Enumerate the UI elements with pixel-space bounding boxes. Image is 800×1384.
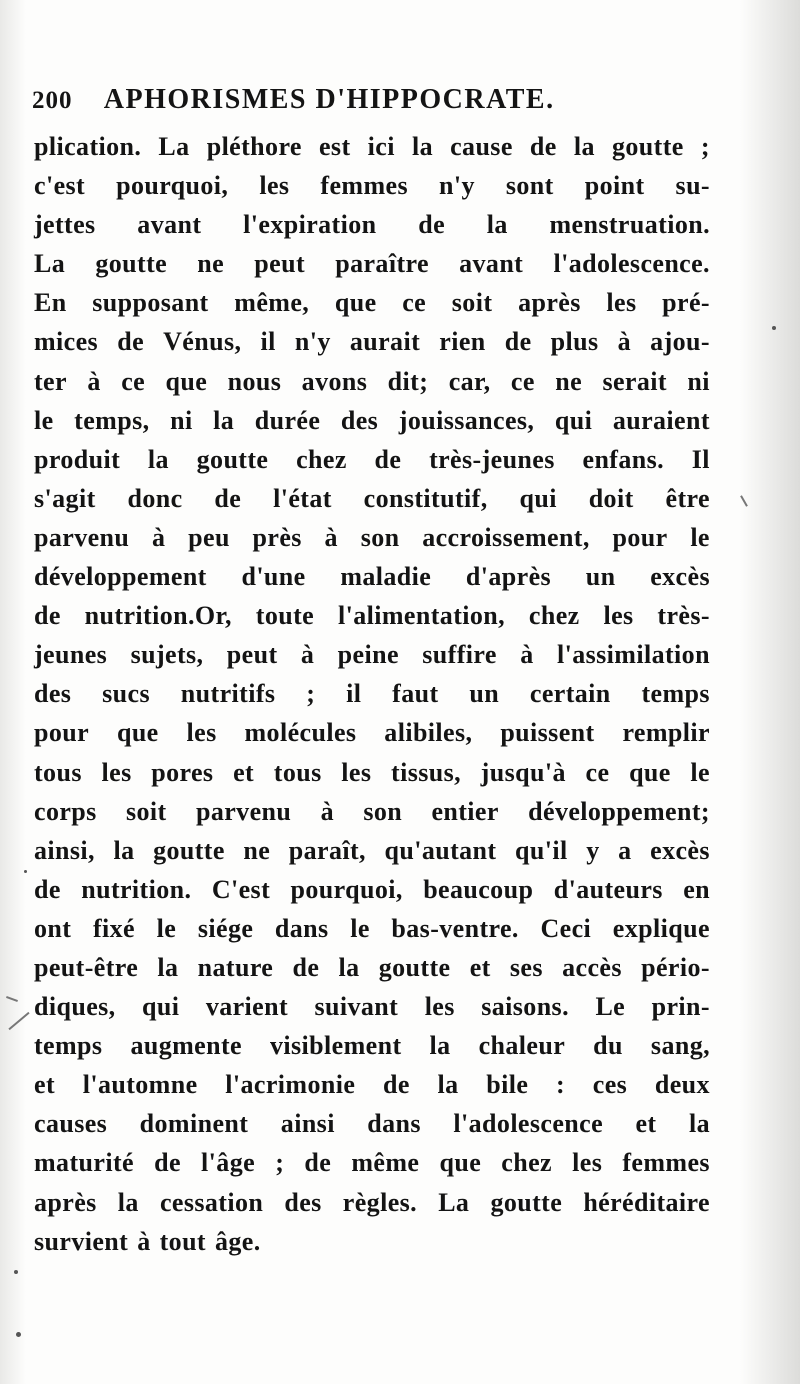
word: prin-: [651, 992, 710, 1022]
word: bile: [486, 1070, 529, 1100]
word: parvenu: [195, 796, 292, 826]
page-number: 200: [32, 87, 73, 114]
word: ainsi,: [34, 835, 95, 865]
word: que: [334, 288, 377, 318]
word: excès: [650, 835, 710, 865]
text-line: [34, 440, 710, 479]
word: que: [116, 718, 159, 748]
text-line: [34, 127, 710, 166]
margin-speck: [14, 1270, 18, 1274]
word: survient: [34, 1226, 129, 1256]
word: la: [338, 952, 360, 982]
word: donc: [127, 483, 183, 513]
word: même: [351, 1148, 420, 1178]
word: point: [584, 171, 645, 201]
word: soit: [451, 288, 493, 318]
word: ;: [275, 1148, 285, 1178]
word: que: [629, 757, 671, 787]
text-line: [34, 674, 710, 713]
word: mices: [34, 327, 99, 357]
word: ;: [700, 132, 710, 161]
word: les: [572, 1148, 603, 1178]
word: ce: [510, 366, 535, 396]
word: femmes: [622, 1148, 710, 1178]
word: le: [34, 405, 54, 435]
word: causes: [34, 1109, 108, 1139]
word: de: [34, 874, 61, 904]
word: d'auteurs: [553, 874, 663, 904]
word: peut-être: [34, 952, 139, 982]
text-line: [34, 557, 710, 596]
word: en: [683, 874, 710, 904]
word: avant: [459, 249, 524, 279]
word: sucs: [102, 679, 150, 709]
word: la: [688, 1109, 710, 1139]
word: il: [260, 327, 276, 357]
word: n'y: [439, 171, 475, 201]
word: deux: [654, 1070, 710, 1100]
margin-speck: [24, 870, 27, 873]
word: ne: [197, 249, 225, 279]
word: serait: [602, 366, 667, 396]
word: durée: [254, 405, 321, 435]
word: pourquoi,: [116, 171, 229, 201]
word: Ceci: [540, 913, 592, 943]
word: d'une: [241, 562, 306, 592]
word: qui: [142, 992, 180, 1022]
word: entier: [431, 796, 499, 826]
word: l'alimentation,: [337, 601, 506, 631]
word: maladie: [340, 562, 432, 592]
word: nature: [197, 952, 274, 982]
word: les: [101, 757, 132, 787]
word: augmente: [130, 1031, 242, 1061]
word: pores: [151, 757, 214, 787]
word: corps: [34, 796, 97, 826]
word: son: [360, 522, 400, 552]
word: tissus,: [391, 757, 462, 787]
word: chez: [501, 1148, 552, 1178]
word: ajou-: [650, 327, 710, 357]
word: héréditaire: [583, 1187, 710, 1217]
word: enfans.: [582, 444, 665, 474]
word: peut: [226, 640, 278, 670]
word: de: [304, 1148, 332, 1178]
word: fixé: [92, 913, 135, 943]
word: dit;: [387, 366, 429, 396]
word: La: [34, 249, 66, 279]
word: de: [382, 1070, 410, 1100]
word: la: [486, 210, 508, 240]
word: à: [324, 522, 338, 552]
word: beaucoup: [423, 874, 534, 904]
word: est: [318, 132, 351, 161]
text-line: [34, 1104, 710, 1143]
word: visiblement: [270, 1031, 402, 1061]
word: temps: [34, 1031, 103, 1061]
word: la: [429, 1031, 451, 1061]
word: la: [573, 132, 595, 161]
word: de: [117, 327, 145, 357]
word: faut: [392, 679, 439, 709]
text-line: [34, 635, 710, 674]
word: accès: [562, 952, 622, 982]
word: Il: [691, 444, 710, 474]
word: ;: [306, 679, 316, 709]
word: explique: [612, 913, 710, 943]
word: dans: [274, 913, 329, 943]
word: chez: [296, 444, 347, 474]
word: :: [556, 1070, 566, 1100]
word: les: [186, 718, 217, 748]
word: Vénus,: [163, 327, 242, 357]
word: son: [363, 796, 403, 826]
word: suivant: [314, 992, 399, 1022]
word: ni: [687, 366, 710, 396]
word: les: [424, 992, 455, 1022]
word: développement: [34, 562, 207, 592]
text-line: [34, 1183, 710, 1222]
word: jettes: [34, 210, 96, 240]
text-line: [34, 713, 710, 752]
word: La: [438, 1187, 470, 1217]
word: maturité: [34, 1148, 134, 1178]
word: remplir: [622, 718, 710, 748]
word: d'après: [465, 562, 552, 592]
word: de: [154, 1148, 181, 1178]
word: supposant: [92, 288, 209, 318]
text-line: [34, 322, 710, 361]
word: règles.: [342, 1187, 418, 1217]
word: car,: [448, 366, 491, 396]
word: après: [518, 288, 581, 318]
word: à: [137, 1226, 151, 1256]
word: qu'il: [515, 835, 568, 865]
text-line: [34, 596, 710, 635]
text-line: [34, 1143, 710, 1182]
word: goutte: [612, 132, 684, 161]
word: de: [418, 210, 446, 240]
word: C'est: [211, 874, 271, 904]
word: doit: [588, 483, 634, 513]
word: rien: [439, 327, 486, 357]
page-right-edge: [740, 0, 800, 1384]
word: et: [34, 1070, 55, 1100]
word: ici: [367, 132, 395, 161]
word: nutritifs: [180, 679, 276, 709]
word: qui: [554, 405, 593, 435]
text-line: [34, 870, 710, 909]
word: peine: [337, 640, 399, 670]
text-line: [34, 205, 710, 244]
word: de: [292, 952, 320, 982]
word: pério-: [641, 952, 710, 982]
word: dominent: [139, 1109, 249, 1139]
word: ce: [585, 757, 610, 787]
word: peu: [188, 522, 230, 552]
word: sont: [505, 171, 554, 201]
word: et: [233, 757, 255, 787]
text-line: [34, 792, 710, 831]
word: diques,: [34, 992, 116, 1022]
text-line: [34, 753, 710, 792]
page-header: [32, 84, 592, 124]
word: siége: [197, 913, 254, 943]
word: de: [504, 327, 532, 357]
word: nutrition.Or,: [84, 601, 232, 631]
word: chez: [528, 601, 580, 631]
word: ses: [509, 952, 543, 982]
word: goutte: [153, 835, 225, 865]
word: ont: [34, 913, 72, 943]
word: ces: [592, 1070, 628, 1100]
word: paraît,: [288, 835, 366, 865]
text-line: [34, 831, 710, 870]
word: sang,: [650, 1031, 710, 1061]
word: varient: [205, 992, 289, 1022]
word: l'acrimonie: [225, 1070, 356, 1100]
word: et: [469, 952, 491, 982]
word: dans: [367, 1109, 421, 1139]
text-line: [34, 479, 710, 518]
word: temps: [641, 679, 710, 709]
text-line: [34, 948, 710, 987]
margin-speck: [16, 1332, 21, 1337]
word: cessation: [159, 1187, 264, 1217]
word: très-: [657, 601, 710, 631]
word: pour: [612, 522, 668, 552]
word: la: [411, 132, 433, 161]
text-line: [34, 1065, 710, 1104]
word: le: [690, 522, 710, 552]
word: goutte: [196, 444, 269, 474]
word: nutrition.: [81, 874, 192, 904]
word: un: [469, 679, 500, 709]
text-line: [34, 518, 710, 557]
word: à: [87, 366, 101, 396]
word: le: [156, 913, 177, 943]
word: le: [350, 913, 370, 943]
word: très-jeunes: [429, 444, 555, 474]
word: l'assimilation: [556, 640, 710, 670]
word: après: [34, 1187, 97, 1217]
word: de: [374, 444, 402, 474]
word: menstruation.: [549, 210, 710, 240]
text-line: [34, 283, 710, 322]
word: avant: [137, 210, 202, 240]
word: sujets,: [130, 640, 204, 670]
word: à: [617, 327, 632, 357]
word: du: [593, 1031, 623, 1061]
word: toute: [255, 601, 315, 631]
text-line: [34, 987, 710, 1026]
text-line: [34, 909, 710, 948]
word: de: [34, 601, 61, 631]
word: puissent: [500, 718, 595, 748]
margin-speck: [772, 326, 776, 330]
word: l'expiration: [243, 210, 377, 240]
word: ne: [243, 835, 271, 865]
text-line: [34, 362, 710, 401]
word: des: [34, 679, 72, 709]
word: à: [152, 522, 166, 552]
word: ne: [555, 366, 583, 396]
word: de: [529, 132, 557, 161]
word: jeunes: [34, 640, 108, 670]
word: à: [320, 796, 334, 826]
word: goutte: [378, 952, 451, 982]
word: la: [213, 405, 235, 435]
word: que: [439, 1148, 482, 1178]
word: jusqu'à: [480, 757, 566, 787]
word: constitutif,: [363, 483, 488, 513]
word: ce: [121, 366, 146, 396]
word: être: [665, 483, 710, 513]
word: su-: [675, 171, 710, 201]
running-title: APHORISMES D'HIPPOCRATE.: [103, 84, 555, 115]
word: femmes: [320, 171, 408, 201]
word: parvenu: [34, 522, 130, 552]
word: pourquoi,: [290, 874, 403, 904]
word: ce: [402, 288, 427, 318]
word: certain: [529, 679, 611, 709]
word: plication.: [34, 132, 142, 161]
word: le: [690, 757, 710, 787]
word: les: [603, 601, 634, 631]
word: que: [165, 366, 208, 396]
word: la: [117, 1187, 139, 1217]
word: un: [585, 562, 616, 592]
word: Le: [595, 992, 626, 1022]
text-line: [34, 401, 710, 440]
word: suffire: [422, 640, 497, 670]
word: les: [259, 171, 290, 201]
page-left-edge: [0, 0, 26, 1384]
word: aurait: [349, 327, 421, 357]
word: peut: [254, 249, 306, 279]
word: paraître: [335, 249, 429, 279]
word: cause: [450, 132, 513, 161]
word: développement;: [528, 796, 710, 826]
word: l'adolescence: [453, 1109, 604, 1139]
word: alibiles,: [384, 718, 473, 748]
word: tous: [273, 757, 322, 787]
word: y: [586, 835, 600, 865]
text-line: [34, 1222, 710, 1261]
word: c'est: [34, 171, 86, 201]
text-line: [34, 244, 710, 283]
word: tout: [159, 1226, 206, 1256]
word: chaleur: [478, 1031, 566, 1061]
word: près: [252, 522, 302, 552]
word: saisons.: [481, 992, 569, 1022]
word: qu'autant: [384, 835, 497, 865]
word: molécules: [244, 718, 357, 748]
word: soit: [126, 796, 167, 826]
word: pour: [34, 718, 90, 748]
word: de: [214, 483, 242, 513]
word: La: [158, 132, 190, 161]
word: et: [635, 1109, 657, 1139]
word: goutte: [490, 1187, 563, 1217]
word: l'état: [273, 483, 332, 513]
text-line: [34, 1026, 710, 1065]
word: même,: [234, 288, 310, 318]
word: l'âge: [201, 1148, 256, 1178]
word: pléthore: [206, 132, 302, 161]
word: tous: [34, 757, 82, 787]
word: à: [300, 640, 315, 670]
word: la: [157, 952, 179, 982]
word: pré-: [662, 288, 710, 318]
word: excès: [650, 562, 710, 592]
word: à: [520, 640, 534, 670]
word: temps,: [74, 405, 150, 435]
text-line: [34, 166, 710, 205]
word: des: [284, 1187, 322, 1217]
word: auraient: [612, 405, 710, 435]
word: a: [618, 835, 632, 865]
word: qui: [519, 483, 557, 513]
word: goutte: [95, 249, 168, 279]
word: ni: [170, 405, 193, 435]
word: n'y: [294, 327, 331, 357]
word: nous: [227, 366, 282, 396]
word: des: [340, 405, 379, 435]
word: les: [606, 288, 637, 318]
word: En: [34, 288, 67, 318]
word: plus: [550, 327, 599, 357]
word: ter: [34, 366, 67, 396]
word: il: [346, 679, 362, 709]
word: l'adolescence.: [553, 249, 710, 279]
body-text: [34, 127, 710, 1261]
word: ainsi: [280, 1109, 335, 1139]
word: la: [113, 835, 135, 865]
word: avons: [301, 366, 368, 396]
word: la: [147, 444, 169, 474]
word: s'agit: [34, 483, 96, 513]
word: l'automne: [82, 1070, 198, 1100]
word: jouissances,: [398, 405, 535, 435]
word: bas-ventre.: [391, 913, 519, 943]
word: produit: [34, 444, 121, 474]
word: la: [437, 1070, 459, 1100]
word: accroissement,: [422, 522, 590, 552]
word: les: [341, 757, 372, 787]
word: âge.: [215, 1226, 261, 1256]
